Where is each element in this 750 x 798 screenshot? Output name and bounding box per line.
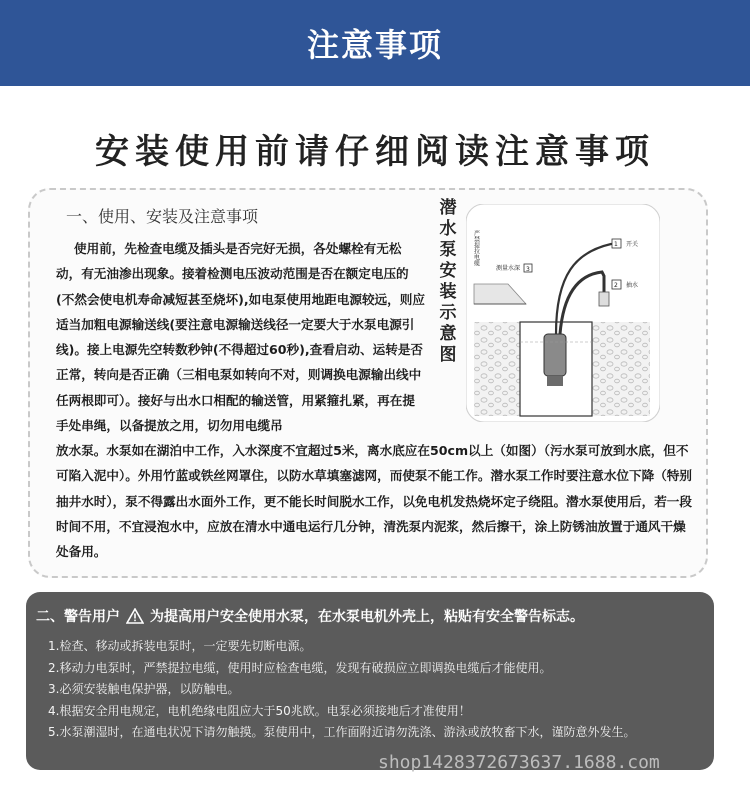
warning-list	[48, 636, 708, 744]
warning-heading-row	[36, 606, 584, 626]
warning-item: 2.移动力电泵时，严禁提拉电缆，使用时应检查电缆，发现有破损应立即调换电缆后才能使用。	[48, 660, 552, 675]
pump-installation-diagram	[466, 204, 660, 422]
usage-heading: 一、使用、安装及注意事项	[66, 207, 259, 226]
usage-paragraph-wide: 放水泵。水泵如在湖泊中工作，入水深度不宜超过5米，离水底应在50cm以上（如图）（污水泵可放到水底，但不可陷入泥中）。外用竹蓝或铁丝网罩住，以防水草填塞滤网，而使泵不能工作。潜水泵工作时要注意水位下降（特别抽井水时），泵不得露出水面外工作，更不能长时间脱水工作，以免电机发热烧坏定子绕阻。潜水泵使用后，若一段时间不用，不宜浸泡水中，应放在清水中通电运行几分钟，清洗泵内泥浆，然后擦干，涂上防锈油放置于通风干燥处备用。	[56, 443, 692, 560]
diagram-label-cable: 严禁提拉电缆	[472, 230, 480, 266]
warning-item: 5.水泵潮湿时，在通电状况下请勿触摸。泵使用中，工作面附近请勿洗涤、游泳或放牧畜下水，谨防意外发生。	[48, 725, 636, 739]
diagram-marker-1: 1	[614, 241, 618, 248]
warning-item: 4.根据安全用电规定，电机绝缘电阻应大于50兆欧。电泵必须接地后才准使用！	[48, 703, 471, 718]
warning-triangle-icon	[126, 608, 144, 624]
shop-watermark: shop1428372673637.1688.com	[378, 752, 660, 773]
warning-subheading: 为提高用户安全使用水泵，在水泵电机外壳上，粘贴有安全警告标志。	[150, 609, 584, 625]
usage-paragraph-narrow	[56, 236, 426, 438]
warning-item: 3.必须安装触电保护器，以防触电。	[48, 682, 240, 696]
pump-body	[544, 334, 566, 376]
page-title: 安装使用前请仔细阅读注意事项	[95, 132, 655, 172]
diagram-title: 潜水泵安装示意图	[439, 198, 457, 365]
diagram-label-water-level: 测量水深	[496, 265, 521, 272]
banner-title: 注意事项	[306, 26, 443, 64]
diagram-marker-2: 2	[614, 282, 618, 289]
diagram-marker-3: 3	[526, 266, 530, 273]
usage-paragraph-narrow-text: 使用前，先检查电缆及插头是否完好无损，各处螺栓有无松动，有无油渗出现象。接着检测电压波动范围是否在额定电压的(不然会使电机寿命减短甚至烧坏),如电泵使用地距电源较远，则应适当加粗电源输送线(要注意电源输送线径一定要大于水泵电源引线)。接上电源先空转数秒钟(不得超过60秒),查看启动、运转是否正常，转向是否正确（三相电泵如转向不对，则调换电源输出线中任两根即可）。接好与出水口相配的输送管，用紧箍扎紧，再在提手处串绳，以备提放之用，切勿用电缆吊	[56, 241, 425, 434]
warning-item: 1.检查、移动或拆装电泵时，一定要先切断电源。	[48, 639, 312, 653]
diagram-label-pump: 抽水	[626, 282, 639, 289]
warning-heading: 二、警告用户	[36, 609, 120, 625]
diagram-label-switch: 开关	[626, 241, 639, 248]
header-banner	[0, 0, 750, 86]
